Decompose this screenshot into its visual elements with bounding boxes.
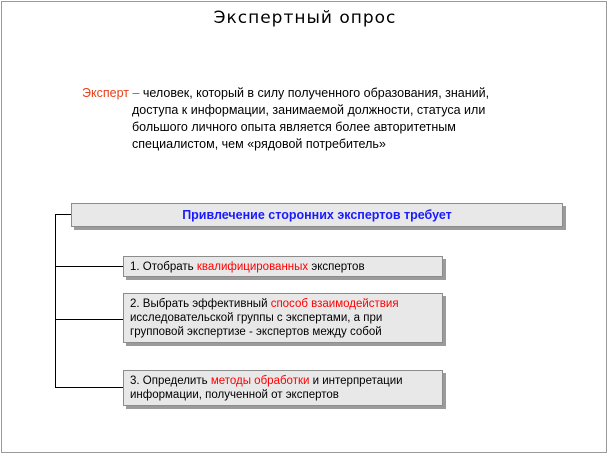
expert-definition (82, 85, 542, 153)
item-1-before: 1. Отобрать (130, 261, 197, 273)
item-3-highlight: методы обработки (210, 375, 310, 387)
requirement-item-2 (123, 293, 443, 343)
item-3-after: и интерпретации информации, полученной от экспертов (130, 375, 403, 401)
connector-item-2 (55, 319, 123, 320)
requirement-item-1 (123, 256, 443, 277)
connector-vertical (55, 214, 56, 388)
definition-rest: доступа к информации, занимаемой должности, статуса или большого личного опыта является более авторитетным специалистом, чем «рядовой потребитель» (132, 103, 486, 151)
item-3-before: 3. Определить (130, 375, 211, 387)
definition-term: Эксперт – (82, 86, 140, 100)
item-1-after: экспертов (308, 261, 365, 273)
connector-item-3 (55, 387, 123, 388)
requirements-header: Привлечение сторонних экспертов требует (71, 203, 563, 227)
connector-item-1 (55, 266, 123, 267)
item-2-before: 2. Выбрать эффективный (130, 298, 271, 310)
connector-top (55, 214, 71, 215)
definition-line1: человек, который в силу полученного образования, знаний, (139, 86, 490, 100)
item-1-highlight: квалифицированных (196, 261, 309, 273)
item-2-highlight: способ взаимодействия (270, 298, 399, 310)
slide-title: Экспертный опрос (213, 8, 397, 28)
requirement-item-3 (123, 370, 443, 406)
item-2-after: исследовательской группы с экспертами, а при групповой экспертизе - экспертов между собой (130, 312, 383, 338)
